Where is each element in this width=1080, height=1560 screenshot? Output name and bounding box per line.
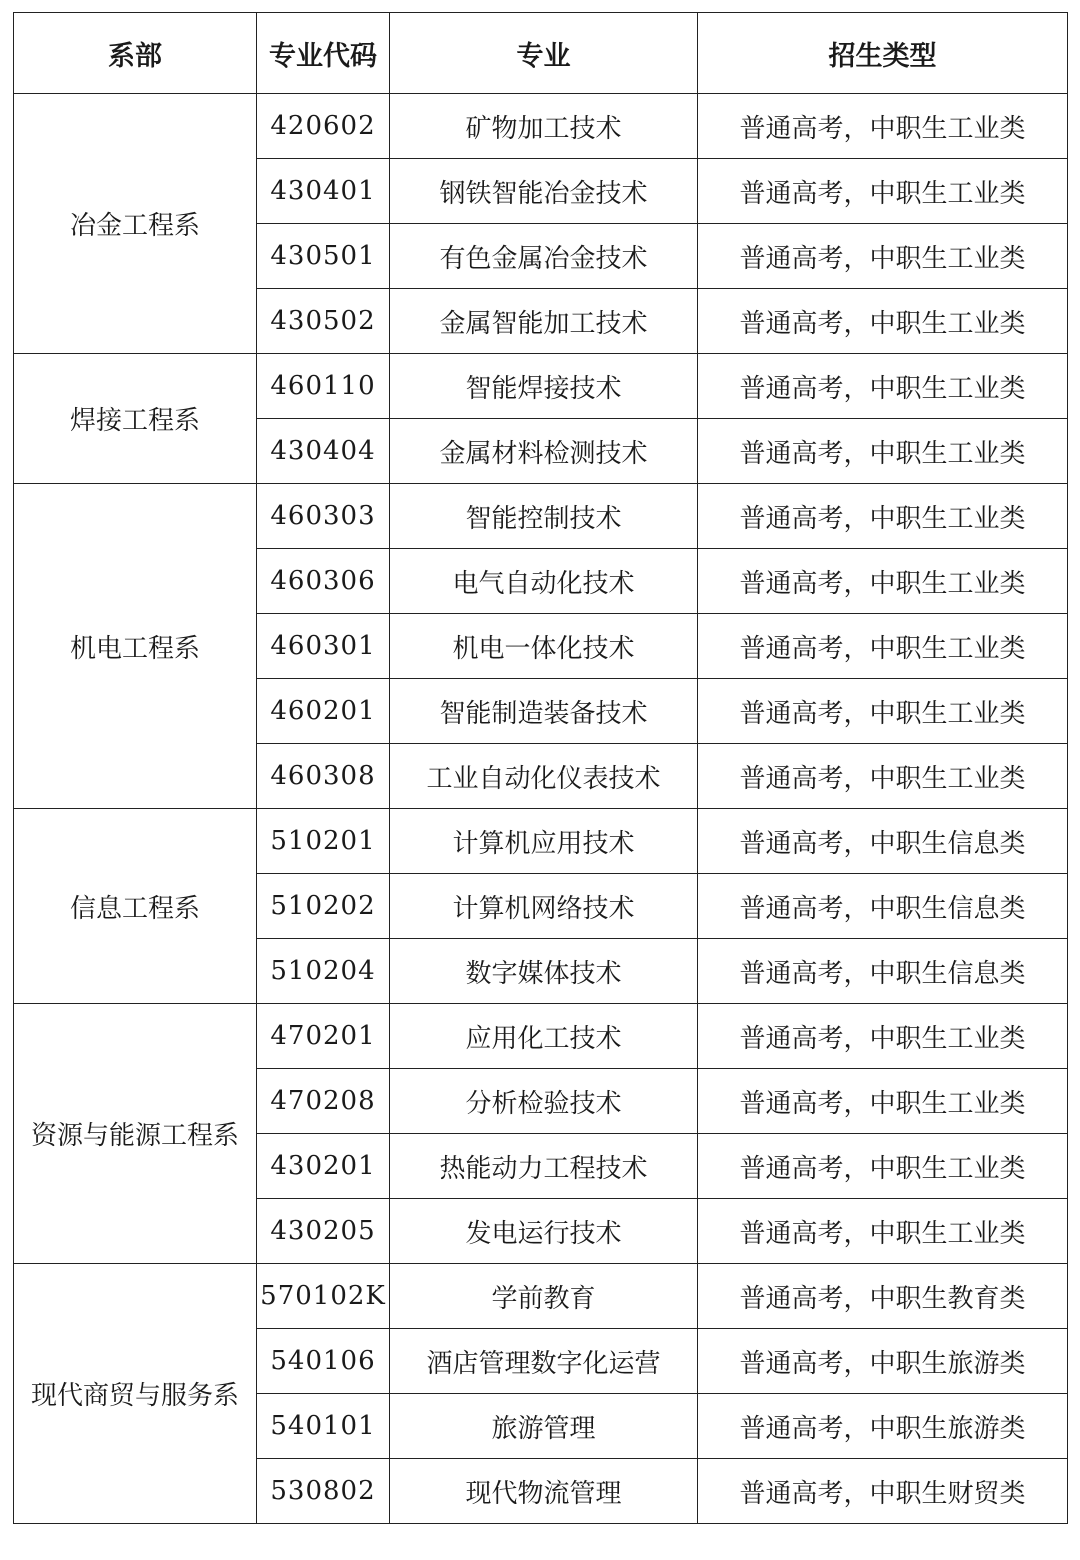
major-cell: 智能制造装备技术 [390,679,698,744]
code-cell: 460306 [257,549,390,614]
table-row [14,1264,1068,1329]
major-cell: 金属智能加工技术 [390,289,698,354]
enrollment-type-cell: 普通高考，中职生工业类 [698,354,1068,419]
code-cell: 430501 [257,224,390,289]
enrollment-type-cell: 普通高考，中职生工业类 [698,1069,1068,1134]
code-cell: 530802 [257,1459,390,1524]
major-cell: 旅游管理 [390,1394,698,1459]
enrollment-type-cell: 普通高考，中职生工业类 [698,549,1068,614]
code-cell: 570102K [257,1264,390,1329]
department-cell: 信息工程系 [14,809,257,1004]
enrollment-type-cell: 普通高考，中职生工业类 [698,289,1068,354]
code-cell: 430201 [257,1134,390,1199]
enrollment-type-cell: 普通高考，中职生工业类 [698,1134,1068,1199]
major-cell: 金属材料检测技术 [390,419,698,484]
header-code: 专业代码 [257,13,390,94]
code-cell: 510202 [257,874,390,939]
enrollment-type-cell: 普通高考，中职生旅游类 [698,1329,1068,1394]
code-cell: 430401 [257,159,390,224]
major-cell: 钢铁智能冶金技术 [390,159,698,224]
enrollment-type-cell: 普通高考，中职生信息类 [698,809,1068,874]
table-row [14,484,1068,549]
code-cell: 460308 [257,744,390,809]
header-row [14,13,1068,94]
enrollment-type-cell: 普通高考，中职生旅游类 [698,1394,1068,1459]
enrollment-type-cell: 普通高考，中职生工业类 [698,679,1068,744]
department-cell: 机电工程系 [14,484,257,809]
header-type: 招生类型 [698,13,1068,94]
enrollment-type-cell: 普通高考，中职生工业类 [698,1004,1068,1069]
major-cell: 数字媒体技术 [390,939,698,1004]
code-cell: 510201 [257,809,390,874]
code-cell: 470201 [257,1004,390,1069]
major-cell: 现代物流管理 [390,1459,698,1524]
major-cell: 热能动力工程技术 [390,1134,698,1199]
code-cell: 460201 [257,679,390,744]
major-cell: 计算机应用技术 [390,809,698,874]
enrollment-type-cell: 普通高考，中职生工业类 [698,614,1068,679]
major-cell: 计算机网络技术 [390,874,698,939]
table-row [14,354,1068,419]
code-cell: 460301 [257,614,390,679]
code-cell: 540101 [257,1394,390,1459]
table-row [14,1004,1068,1069]
major-cell: 有色金属冶金技术 [390,224,698,289]
code-cell: 540106 [257,1329,390,1394]
table-row [14,94,1068,159]
department-cell: 资源与能源工程系 [14,1004,257,1264]
enrollment-type-cell: 普通高考，中职生工业类 [698,484,1068,549]
code-cell: 460303 [257,484,390,549]
department-cell: 冶金工程系 [14,94,257,354]
table-body [14,94,1068,1524]
major-cell: 发电运行技术 [390,1199,698,1264]
table-row [14,809,1068,874]
enrollment-type-cell: 普通高考，中职生工业类 [698,94,1068,159]
enrollment-type-cell: 普通高考，中职生工业类 [698,419,1068,484]
header-dept: 系部 [14,13,257,94]
code-cell: 510204 [257,939,390,1004]
major-cell: 分析检验技术 [390,1069,698,1134]
code-cell: 460110 [257,354,390,419]
enrollment-type-cell: 普通高考，中职生工业类 [698,1199,1068,1264]
department-cell: 现代商贸与服务系 [14,1264,257,1524]
code-cell: 470208 [257,1069,390,1134]
major-cell: 智能焊接技术 [390,354,698,419]
enrollment-type-cell: 普通高考，中职生工业类 [698,159,1068,224]
code-cell: 430205 [257,1199,390,1264]
major-cell: 应用化工技术 [390,1004,698,1069]
major-cell: 电气自动化技术 [390,549,698,614]
enrollment-type-cell: 普通高考，中职生财贸类 [698,1459,1068,1524]
enrollment-type-cell: 普通高考，中职生信息类 [698,874,1068,939]
code-cell: 430502 [257,289,390,354]
major-cell: 学前教育 [390,1264,698,1329]
major-cell: 酒店管理数字化运营 [390,1329,698,1394]
header-major: 专业 [390,13,698,94]
major-cell: 机电一体化技术 [390,614,698,679]
enrollment-type-cell: 普通高考，中职生教育类 [698,1264,1068,1329]
major-cell: 智能控制技术 [390,484,698,549]
code-cell: 430404 [257,419,390,484]
department-cell: 焊接工程系 [14,354,257,484]
enrollment-table [13,12,1068,1524]
major-cell: 工业自动化仪表技术 [390,744,698,809]
code-cell: 420602 [257,94,390,159]
major-cell: 矿物加工技术 [390,94,698,159]
enrollment-type-cell: 普通高考，中职生信息类 [698,939,1068,1004]
enrollment-type-cell: 普通高考，中职生工业类 [698,224,1068,289]
enrollment-type-cell: 普通高考，中职生工业类 [698,744,1068,809]
